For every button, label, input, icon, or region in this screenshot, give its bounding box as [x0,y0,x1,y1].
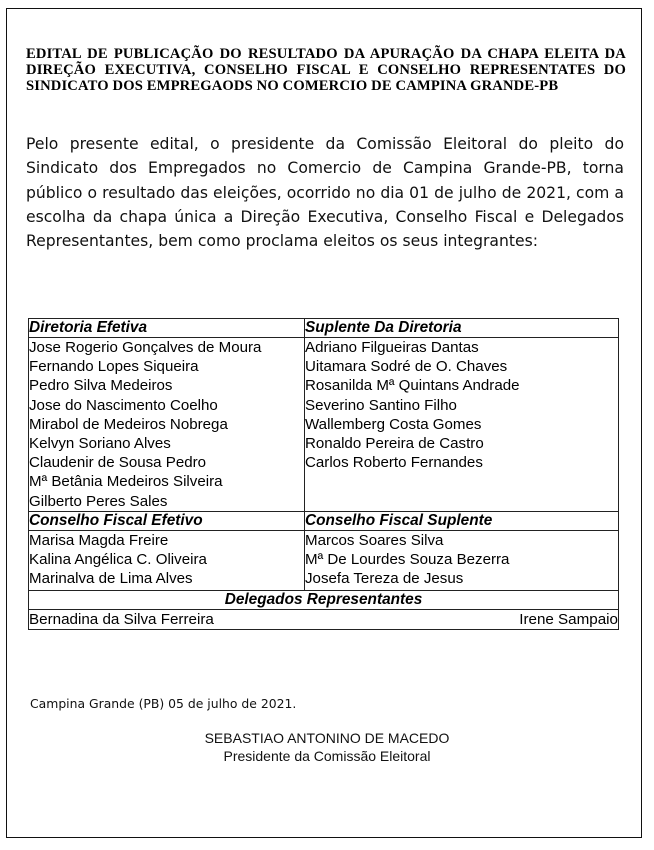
list-item: Marisa Magda Freire [29,531,169,549]
results-table [28,318,619,630]
intro-paragraph: Pelo presente edital, o presidente da Comissão Eleitoral do pleito do Sindicato dos Empregados no Comercio de Campina Grande-PB, torna público o resultado das eleições, ocorrido no dia 01 de julho de 2021, com a escolha da chapa única a Direção Executiva, Conselho Fiscal e Delegados Representantes, bem como proclama eleitos os seus integrantes: [26,135,624,251]
list-item: Jose Rogerio Gonçalves de Moura [29,339,262,356]
list-item: Marcos Soares Silva [305,531,444,549]
list-item: Wallemberg Costa Gomes [305,415,482,433]
list-item: Mirabol de Medeiros Nobrega [29,415,228,433]
suplente-diretoria-header: Suplente Da Diretoria [305,319,619,338]
list-item: Gilberto Peres Sales [29,492,168,510]
date-line: Campina Grande (PB) 05 de julho de 2021. [30,696,297,711]
list-item: Jose do Nascimento Coelho [29,396,218,414]
signatory-role: Presidente da Comissão Eleitoral [223,748,431,764]
board-names-row [29,338,619,512]
signatory-name: SEBASTIAO ANTONINO DE MACEDO [204,730,450,746]
diretoria-efetiva-header: Diretoria Efetiva [29,319,305,338]
delegados-names-row [29,609,619,629]
delegados-header: Delegados Representantes [29,590,619,609]
list-item: Kalina Angélica C. Oliveira [29,551,207,569]
conselho-fiscal-efetivo-list [29,530,305,590]
list-item: Kelvyn Soriano Alves [29,435,171,453]
list-item: Pedro Silva Medeiros [29,377,173,395]
list-item: Severino Santino Filho [305,396,457,414]
document-title: EDITAL DE PUBLICAÇÃO DO RESULTADO DA APURAÇÃO DA CHAPA ELEITA DA DIREÇÃO EXECUTIVA, CONSELHO FISCAL E CONSELHO REPRESENTATES DO SINDICATO DOS EMPREGAODS NO COMERCIO DE CAMPINA GRANDE-PB [26,46,626,94]
list-item: Irene Sampaio [519,610,618,628]
diretoria-efetiva-list [29,338,305,512]
conselho-fiscal-suplente-list [305,530,619,590]
signature-block [0,729,654,765]
fiscal-header-row [29,511,619,530]
list-item: Josefa Tereza de Jesus [305,570,464,588]
list-item: Ronaldo Pereira de Castro [305,435,484,453]
conselho-fiscal-suplente-header: Conselho Fiscal Suplente [305,511,619,530]
delegados-list [29,609,619,629]
suplente-diretoria-list [305,338,619,512]
list-item: Claudenir de Sousa Pedro [29,454,207,472]
list-item: Fernando Lopes Siqueira [29,358,199,376]
list-item: Bernadina da Silva Ferreira [29,610,214,628]
delegados-header-row [29,590,619,609]
board-header-row [29,319,619,338]
list-item: Uitamara Sodré de O. Chaves [305,358,508,376]
list-item: Carlos Roberto Fernandes [305,454,483,472]
conselho-fiscal-efetivo-header: Conselho Fiscal Efetivo [29,511,305,530]
fiscal-names-row [29,530,619,590]
list-item: Marinalva de Lima Alves [29,570,193,588]
list-item: Rosanilda Mª Quintans Andrade [305,377,520,395]
list-item: Adriano Filgueiras Dantas [305,339,479,356]
list-item: Mª De Lourdes Souza Bezerra [305,551,510,569]
list-item: Mª Betânia Medeiros Silveira [29,473,223,491]
